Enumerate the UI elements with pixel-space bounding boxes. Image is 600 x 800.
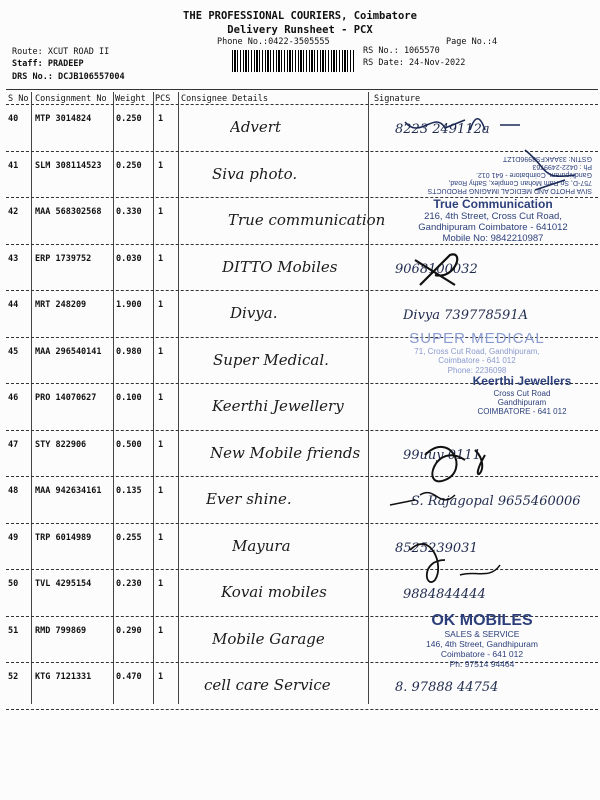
row-serial-number: 49 [8, 532, 19, 543]
row-pieces: 1 [158, 625, 164, 636]
runsheet-subtitle: Delivery Runsheet - PCX [227, 24, 373, 36]
row-consignment-number: KTG 7121331 [35, 672, 92, 682]
stamp-line: SIVA PHOTO AND MEDICAL IMAGING PRODUCTS [427, 187, 592, 194]
row-consignment-number: TVL 4295154 [35, 579, 92, 589]
row-weight: 0.330 [116, 207, 142, 217]
stamp-line: OK MOBILES [431, 612, 533, 629]
row-pieces: 1 [158, 114, 164, 124]
col-pcs: PCS [155, 94, 171, 104]
row-signature: 8223 249112a [395, 122, 490, 137]
stamp-line: Keerthi Jewellers [472, 374, 572, 388]
row-serial-number: 50 [8, 579, 19, 589]
stamp-line: Gandhipuram [497, 397, 547, 407]
row-weight: 0.250 [116, 160, 142, 171]
drs-number: DRS No.: DCJB106557004 [12, 72, 125, 82]
company-title: THE PROFESSIONAL COURIERS, Coimbatore [183, 10, 417, 22]
row-consignment-number: SLM 308114523 [35, 160, 102, 171]
stamp-line: SUPER MEDICAL [409, 330, 545, 347]
stamp-line: Phone: 2236098 [447, 365, 507, 375]
row-serial-number: 46 [8, 393, 19, 403]
rs-number: RS No.: 1065570 [363, 46, 440, 56]
row-serial-number: 52 [8, 672, 19, 682]
row-consignee-name: Mobile Garage [212, 629, 325, 648]
row-serial-number: 51 [8, 625, 19, 636]
stamp-line: Gandhipuram Coimbatore - 641012 [418, 221, 568, 233]
row-weight: 0.470 [116, 672, 142, 682]
stamp-line: 757-D, Sri Ram Mohan Complex, Sathy Road, [448, 178, 592, 186]
stamp-line: Ph : 0422-2499763 [532, 162, 592, 170]
row-consignee-name: DITTO Mobiles [222, 257, 338, 276]
row-pieces: 1 [158, 253, 164, 264]
stamp-line: SALES & SERVICE [444, 629, 520, 640]
row-pieces: 1 [158, 393, 164, 403]
row-pieces: 1 [158, 672, 164, 682]
row-serial-number: 45 [8, 346, 19, 357]
col-sno: S No [8, 94, 29, 104]
row-pieces: 1 [158, 486, 164, 496]
row-pieces: 1 [158, 439, 164, 450]
row-pieces: 1 [158, 532, 164, 543]
col-consignee: Consignee Details [181, 94, 268, 104]
row-consignee-name: Ever shine. [206, 490, 292, 508]
row-weight: 0.135 [116, 486, 142, 496]
row-signature: 8525239031 [395, 540, 478, 556]
row-consignee-name: Mayura [232, 536, 291, 555]
row-consignee-name: cell care Service [204, 676, 331, 694]
row-serial-number: 41 [8, 160, 19, 171]
row-consignment-number: PRO 14070627 [35, 393, 97, 403]
row-signature: S. Rajagopal 9655460006 [411, 494, 581, 509]
row-consignee-name: True communication [228, 211, 386, 229]
row-pieces: 1 [158, 207, 164, 217]
stamp-line: Mobile No: 9842210987 [442, 232, 544, 244]
col-consignment: Consignment No [35, 94, 107, 104]
row-consignee-name: Divya. [230, 304, 278, 322]
stamp-line: 146, 4th Street, Gandhipuram [426, 639, 538, 650]
staff-label: Staff: PRADEEP [12, 59, 84, 69]
stamp-line: Coimbatore - 641 012 [438, 356, 516, 366]
row-consignee-name: Siva photo. [212, 164, 298, 183]
row-weight: 0.230 [116, 579, 142, 589]
row-serial-number: 47 [8, 439, 19, 450]
phone-number: Phone No.:0422-3505555 [217, 37, 330, 47]
stamp-line: GSTIN: 33AAKFS8996D1ZT [502, 154, 592, 162]
row-signature: 99uuy 0111 [403, 447, 481, 463]
col-signature: Signature [374, 94, 421, 104]
row-consignment-number: ERP 1739752 [35, 253, 92, 264]
row-signature: 9068100032 [395, 261, 478, 277]
row-consignee-name: Kovai mobiles [221, 583, 327, 601]
row-consignment-number: STY 822906 [35, 439, 87, 450]
row-signature: 8. 97888 44754 [395, 680, 499, 695]
row-pieces: 1 [158, 346, 164, 357]
col-weight: Weight [115, 94, 146, 104]
row-weight: 0.100 [116, 393, 142, 403]
signature-scribbles [375, 110, 595, 710]
stamp-line: Gandhipuram, Coimbatore - 641 012. [476, 170, 592, 178]
row-weight: 0.030 [116, 253, 142, 264]
stamp-line: Ph: 97514 94464 [449, 658, 515, 669]
row-consignment-number: RMD 799869 [35, 625, 87, 636]
barcode [232, 50, 354, 72]
row-signature: 9884844444 [403, 587, 486, 602]
row-consignee-name: Advert [230, 118, 281, 136]
stamp-line: True Communication [433, 197, 553, 211]
row-consignment-number: MRT 248209 [35, 300, 87, 310]
row-weight: 0.500 [116, 439, 142, 450]
stamp-line: Coimbatore - 641 012 [440, 648, 524, 659]
row-serial-number: 42 [8, 207, 19, 217]
row-consignee-name: New Mobile friends [210, 443, 361, 462]
row-consignment-number: TRP 6014989 [35, 532, 92, 543]
stamp-line: 216, 4th Street, Cross Cut Road, [424, 210, 562, 222]
row-pieces: 1 [158, 579, 164, 589]
row-pieces: 1 [158, 160, 164, 171]
row-consignment-number: MAA 942634161 [35, 486, 102, 496]
row-serial-number: 40 [8, 114, 19, 124]
row-pieces: 1 [158, 300, 164, 310]
row-weight: 0.290 [116, 625, 142, 636]
row-consignee-name: Super Medical. [213, 350, 329, 369]
stamp-line: Cross Cut Road [493, 388, 551, 398]
row-consignee-name: Keerthi Jewellery [212, 397, 344, 415]
row-serial-number: 44 [8, 300, 19, 310]
row-consignment-number: MTP 3014824 [35, 114, 92, 124]
row-weight: 0.250 [116, 114, 142, 124]
stamp-line: COIMBATORE - 641 012 [477, 407, 567, 417]
row-weight: 0.980 [116, 346, 142, 357]
rs-date: RS Date: 24-Nov-2022 [363, 58, 466, 68]
row-weight: 0.255 [116, 532, 142, 543]
row-consignment-number: MAA 296540141 [35, 346, 102, 357]
row-signature: Divya 739778591A [403, 308, 528, 323]
row-weight: 1.900 [116, 300, 142, 310]
route-label: Route: XCUT ROAD II [12, 47, 110, 57]
stamp-line: 71, Cross Cut Road, Gandhipuram, [414, 347, 540, 357]
row-consignment-number: MAA 568302568 [35, 207, 102, 217]
row-serial-number: 43 [8, 253, 19, 264]
page-number: Page No.:4 [446, 37, 498, 47]
row-serial-number: 48 [8, 486, 19, 496]
